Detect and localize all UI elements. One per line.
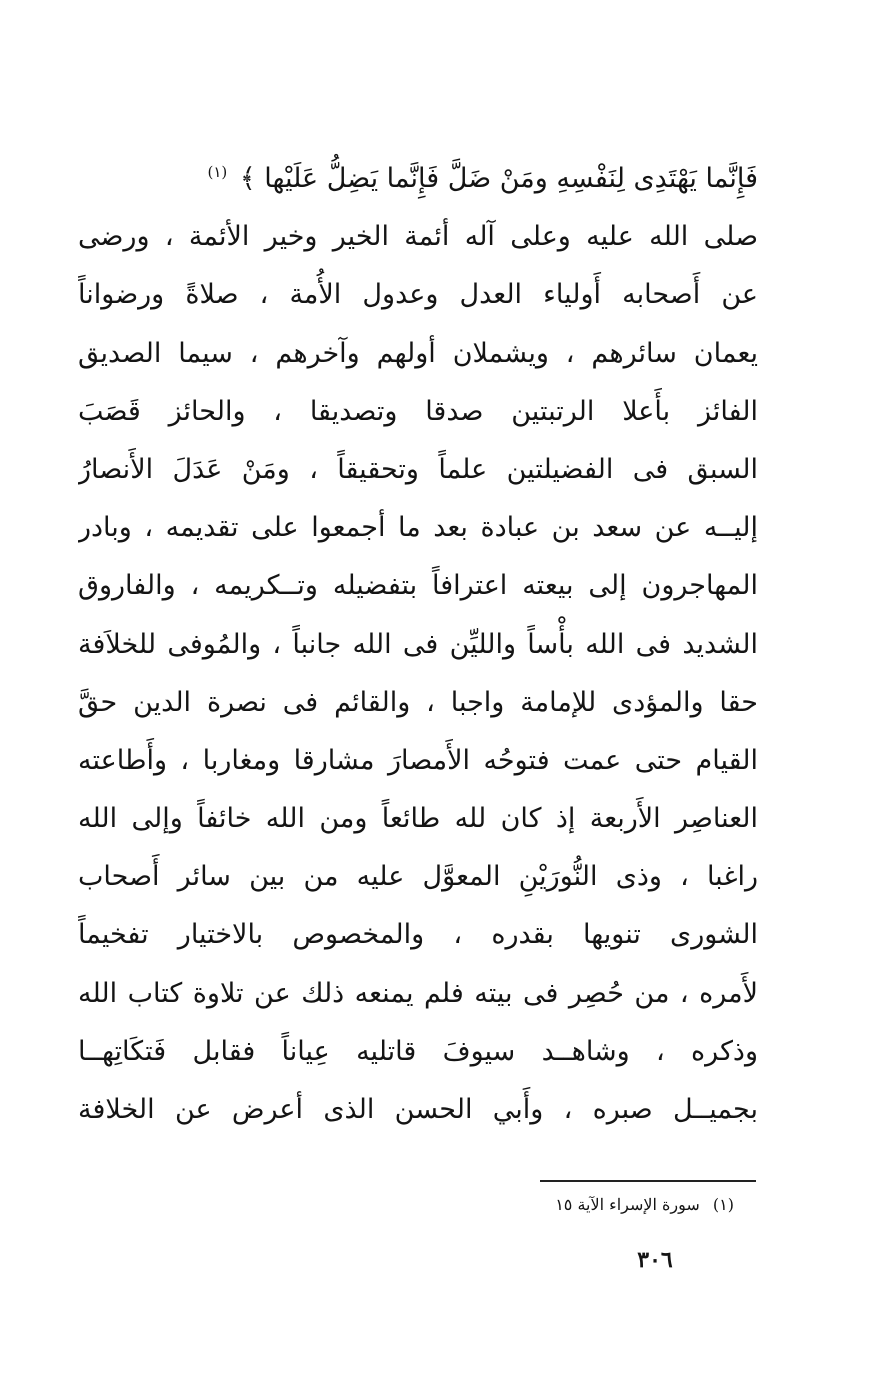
text-line-8: المهاجرون إلى بيعته اعترافاً بتفضيله وتــكريمه ، والفاروق [78,570,758,602]
text-line-15: لأَمره ، من حُصِر فى بيته فلم يمنعه ذلك عن تلاوة كتاب الله [78,977,758,1009]
footnote [400,1190,734,1220]
footnote-number: (١) [712,1195,734,1214]
text-line-13: راغبا ، وذى النُّورَيْنِ المعوَّل عليه من بين سائر أَصحاب [78,861,758,893]
quran-verse-text: فَإِنَّما يَهْتَدِى لِنَفْسِهِ ومَنْ ضَلَّ فَإِنَّما يَضِلُّ عَلَيْها [264,163,758,194]
text-line-2: صلى الله عليه وعلى آله أئمة الخير وخير الأئمة ، ورضى [78,221,758,253]
text-line-7: إليــه عن سعد بن عبادة بعد ما أجمعوا على تقديمه ، وبادر [78,512,758,544]
footnote-divider [540,1180,756,1182]
text-line-1 [78,150,758,208]
footnote-reference: (١) [207,163,228,181]
page-number: ٣٠٦ [637,1247,673,1273]
text-line-17: بجميــل صبره ، وأَبي الحسن الذى أعرض عن الخلافة [78,1094,758,1125]
text-line-9: الشديد فى الله بأْساً والليِّن فى الله جانباً ، والمُوفى للخلاَفة [78,628,758,660]
text-line-6: السبق فى الفضيلتين علماً وتحقيقاً ، ومَنْ عَدَلَ الأَنصارُ [78,453,758,485]
text-line-10: حقا والمؤدى للإمامة واجبا ، والقائم فى نصرة الدين حقَّ [78,686,758,718]
text-line-4: يعمان سائرهم ، ويشملان أولهم وآخرهم ، سيما الصديق [78,337,758,369]
text-line-12: العناصِر الأَربعة إذ كان لله طائعاً ومن الله خائفاً وإلى الله [78,803,758,835]
text-line-16: وذكره ، وشاهــد سيوفَ قاتليه عِياناً فقابل فَتكَاتِهــا [78,1035,758,1067]
quran-quote-close-mark: ﴾ [239,163,256,194]
text-line-5: الفائز بأَعلا الرتبتين صدقا وتصديقا ، والحائز قَصَبَ [78,395,758,427]
main-text-block [78,150,758,1139]
text-line-11: القيام حتى عمت فتوحُه الأَمصارَ مشارقا ومغاربا ، وأَطاعته [78,744,758,776]
footnote-text: سورة الإسراء الآية ١٥ [555,1195,700,1214]
text-line-14: الشورى تنويها بقدره ، والمخصوص بالاختيار تفخيماً [78,919,758,951]
text-line-3: عن أَصحابه أَولياء العدل وعدول الأُمة ، صلاةً ورضواناً [78,279,758,311]
